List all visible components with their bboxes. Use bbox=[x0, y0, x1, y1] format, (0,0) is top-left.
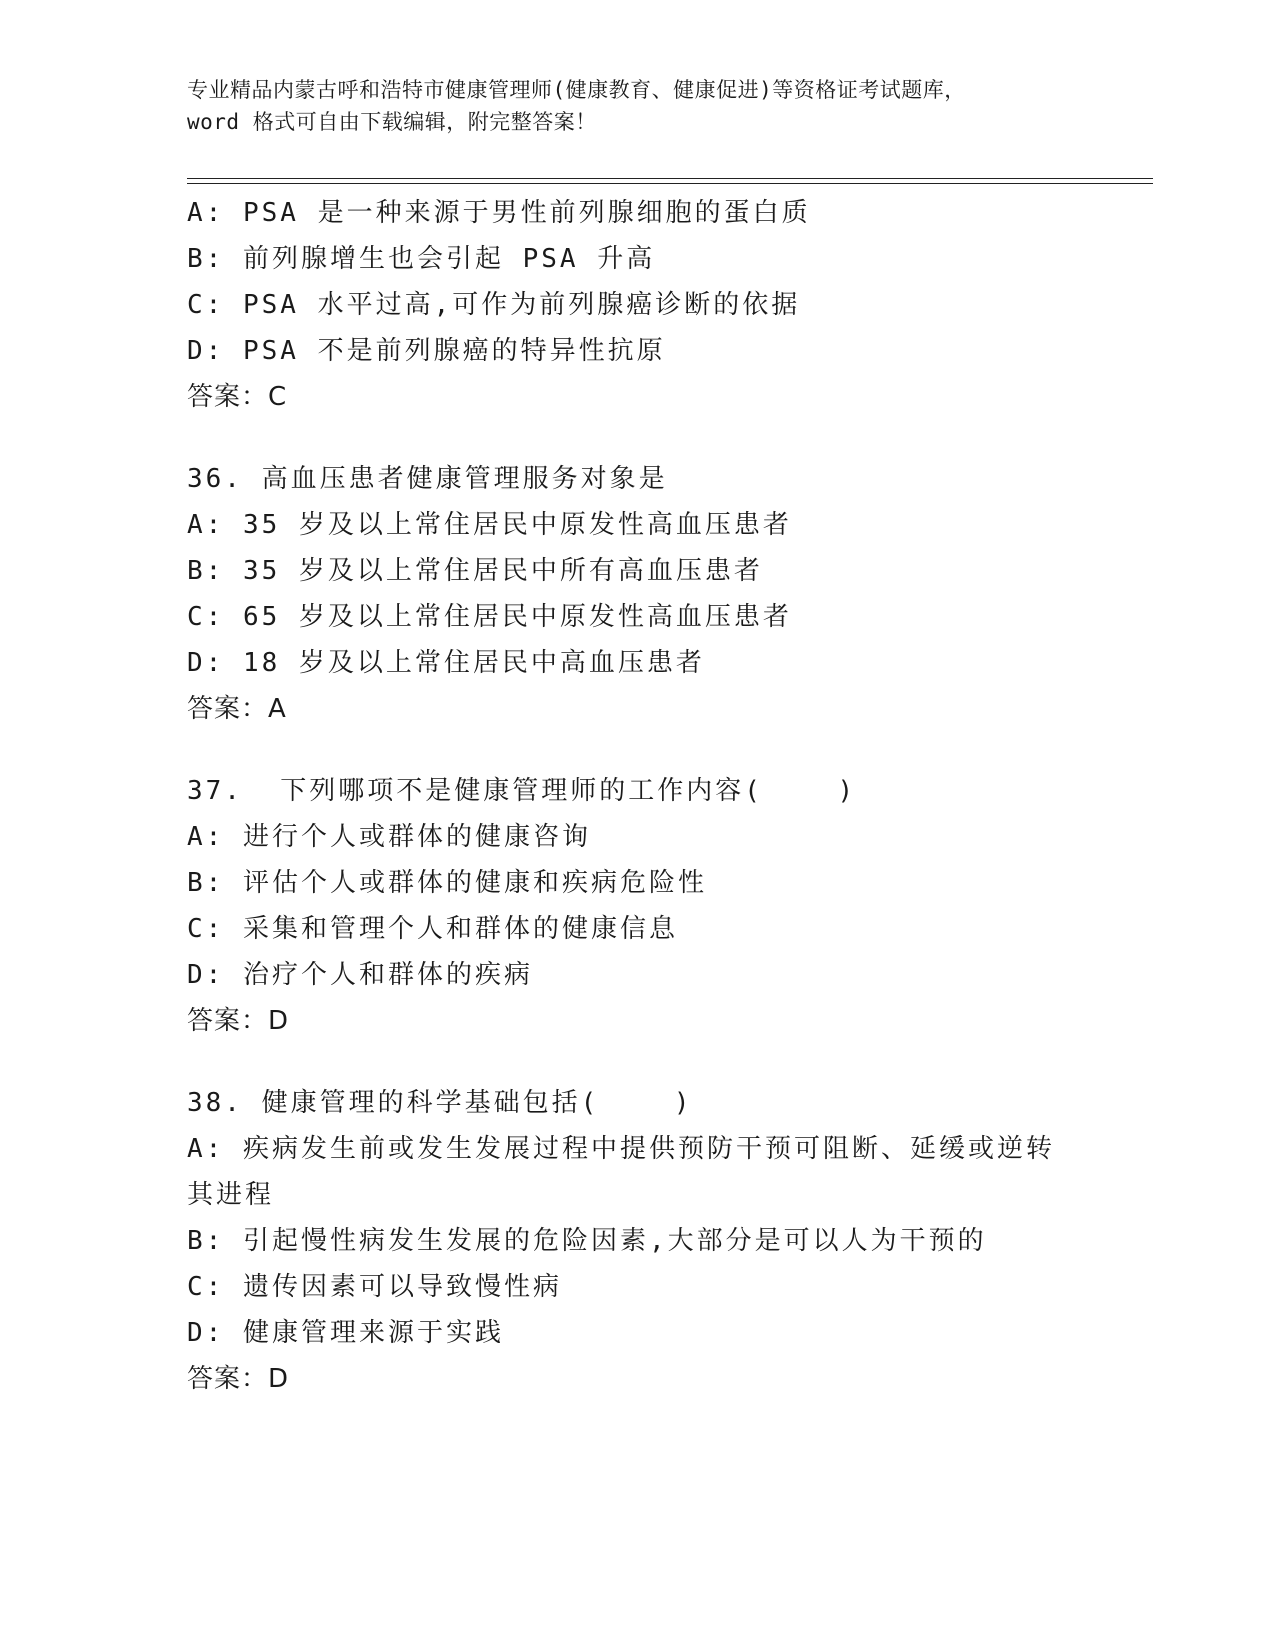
option-c: C: 遗传因素可以导致慢性病 bbox=[187, 1272, 562, 1302]
answer-label: 答案：C bbox=[187, 382, 288, 412]
document-header bbox=[187, 74, 1087, 138]
option-c: C: 采集和管理个人和群体的健康信息 bbox=[187, 914, 678, 944]
answer-label: 答案：A bbox=[187, 694, 287, 724]
option-a: A: 疾病发生前或发生发展过程中提供预防干预可阻断、延缓或逆转其进程 bbox=[187, 1134, 1055, 1210]
option-b: B: 35 岁及以上常住居民中所有高血压患者 bbox=[187, 556, 763, 586]
question-title: 38. 健康管理的科学基础包括( ) bbox=[187, 1088, 693, 1118]
option-c: C: PSA 水平过高,可作为前列腺癌诊断的依据 bbox=[187, 290, 801, 320]
question-list bbox=[187, 190, 1087, 1402]
option-c: C: 65 岁及以上常住居民中原发性高血压患者 bbox=[187, 602, 792, 632]
question-35-continued bbox=[187, 190, 1087, 420]
option-b: B: 前列腺增生也会引起 PSA 升高 bbox=[187, 244, 656, 274]
option-a: A: PSA 是一种来源于男性前列腺细胞的蛋白质 bbox=[187, 198, 811, 228]
header-divider-bottom bbox=[187, 183, 1153, 184]
option-a: A: 35 岁及以上常住居民中原发性高血压患者 bbox=[187, 510, 792, 540]
question-title: 36. 高血压患者健康管理服务对象是 bbox=[187, 464, 668, 494]
option-b: B: 评估个人或群体的健康和疾病危险性 bbox=[187, 868, 707, 898]
answer-label: 答案：D bbox=[187, 1364, 290, 1394]
header-line-2: word 格式可自由下载编辑，附完整答案！ bbox=[187, 110, 597, 134]
option-b: B: 引起慢性病发生发展的危险因素,大部分是可以人为干预的 bbox=[187, 1226, 987, 1256]
header-divider-top bbox=[187, 178, 1153, 179]
option-d: D: 健康管理来源于实践 bbox=[187, 1318, 504, 1348]
option-a: A: 进行个人或群体的健康咨询 bbox=[187, 822, 591, 852]
question-38 bbox=[187, 1080, 1087, 1402]
question-37 bbox=[187, 768, 1087, 1044]
option-d: D: 治疗个人和群体的疾病 bbox=[187, 960, 533, 990]
answer-label: 答案：D bbox=[187, 1006, 290, 1036]
option-d: D: PSA 不是前列腺癌的特异性抗原 bbox=[187, 336, 666, 366]
question-title: 37. 下列哪项不是健康管理师的工作内容( ) bbox=[187, 776, 857, 806]
header-line-1: 专业精品内蒙古呼和浩特市健康管理师(健康教育、健康促进)等资格证考试题库， bbox=[187, 78, 966, 102]
option-d: D: 18 岁及以上常住居民中高血压患者 bbox=[187, 648, 705, 678]
question-36 bbox=[187, 456, 1087, 732]
